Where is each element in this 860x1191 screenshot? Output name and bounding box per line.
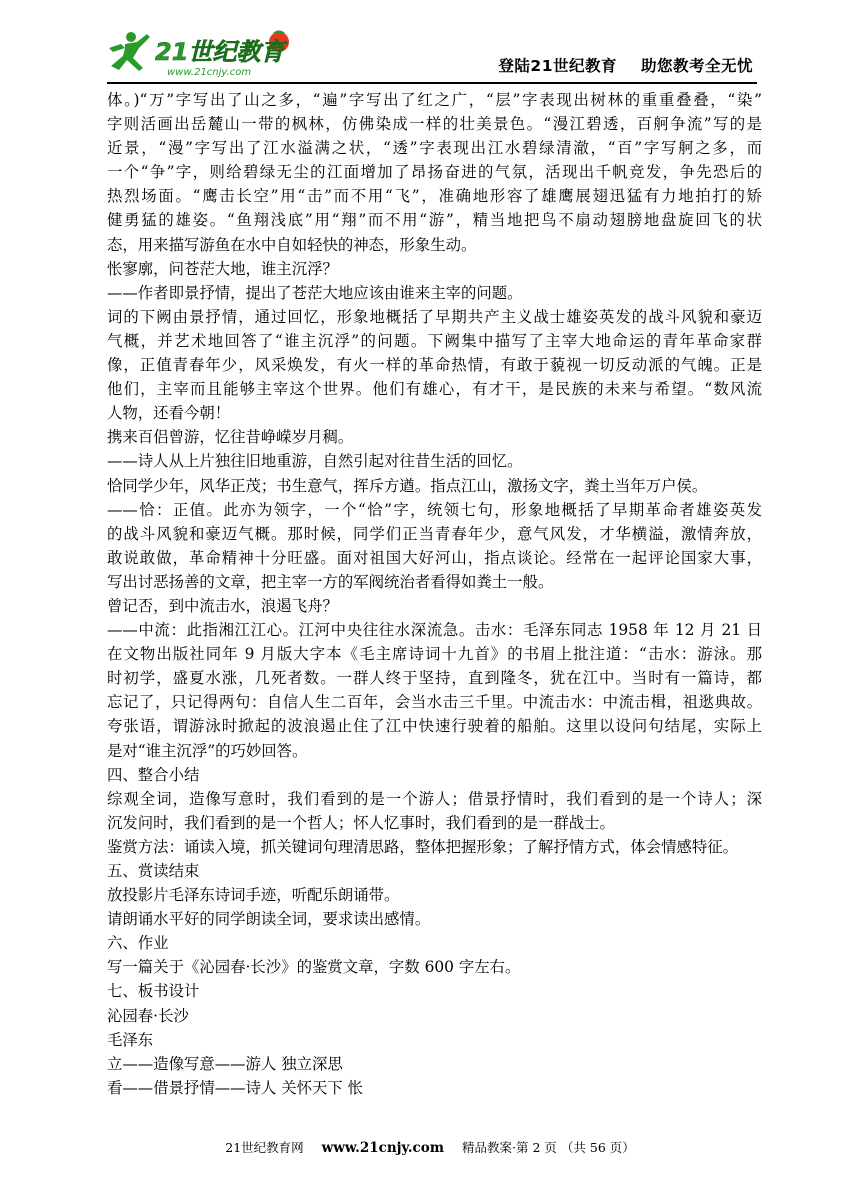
text-line: 五、赏读结束 [107,862,200,880]
logo-text: 21世纪教育 [155,38,285,66]
text-line: 沉发问时，我们看到的是一个哲人；怀人忆事时，我们看到的是一群战士。 [107,813,615,832]
text-line: ——恰：正值。此亦为领字，一个“恰”字，统领七句，形象地概括了早期革命者雄姿英发 [107,500,762,519]
text-line: 体。)“万”字写出了山之多，“遍”字写出了红之广，“层”字表现出树林的重重叠叠，“染” [107,91,762,109]
text-line: 字则活画出岳麓山一带的枫林，仿佛染成一样的壮美景色。“漫江碧透，百舸争流”写的是 [107,115,762,134]
text-line: 六、作业 [107,934,169,953]
text-line: 立——造像写意——游人 独立深思 [107,1054,343,1073]
text-line: 健勇猛的雄姿。“鱼翔浅底”用“翔”而不用“游”，精当地把鸟不扇动翅膀地盘旋回飞的状 [107,211,762,230]
text-line: 态，用来描写游鱼在水中自如轻快的神态，形象生动。 [107,235,477,254]
text-line: 他们，主宰而且能够主宰这个世界。他们有雄心，有才干，是民族的未来与希望。“数风流 [107,380,762,399]
logo-url: www.21cnjy.com [167,67,252,78]
slogan-left: 登陆21世纪教育 [498,57,617,75]
text-line: 是对“谁主沉浮”的巧妙回答。 [107,741,308,760]
footer-left: 21世纪教育网 [225,1140,304,1155]
text-line: 恰同学少年，风华正茂；书生意气，挥斥方遒。指点江山，激扬文字，粪土当年万户侯。 [107,476,708,495]
text-line: 忘记了，只记得两句：自信人生二百年，会当水击三千里。中流击水：中流击楫，祖逖典故。 [107,693,762,712]
text-line: 看——借景抒情——诗人 关怀天下 怅 [107,1078,364,1097]
running-figure-icon [109,32,150,71]
text-line: 请朗诵水平好的同学朗读全词，要求读出感情。 [107,910,431,929]
logo-21cnjy[interactable] [107,28,327,80]
text-line: 时初学，盛夏水涨，几死者数。一群人终于坚持，直到隆冬，犹在江中。当时有一篇诗，都 [107,669,762,688]
slogan-right: 助您教考全无忧 [640,57,753,75]
text-line: 携来百侣曾游，忆往昔峥嵘岁月稠。 [107,428,354,447]
text-line: ——作者即景抒情，提出了苍茫大地应该由谁来主宰的问题。 [107,283,523,302]
text-line: 毛泽东 [107,1030,154,1049]
footer-site-link[interactable]: www.21cnjy.com [321,1140,445,1156]
text-line: ——诗人从上片独往旧地重游，自然引起对往昔生活的回忆。 [107,452,523,471]
text-line: 的战斗风貌和豪迈气概。那时候，同学们正当青春年少，意气风发，才华横溢，激情奔放， [107,524,762,543]
header-slogan [498,54,753,76]
header-rule [107,82,757,84]
text-line: 沁园春·长沙 [107,1006,189,1025]
text-line: 像，正值青春年少，风采焕发，有火一样的革命热情，有敢于藐视一切反动派的气魄。正是 [107,356,762,375]
text-line: 放投影片毛泽东诗词手迹，听配乐朗诵带。 [107,886,400,905]
text-line: 写一篇关于《沁园春·长沙》的鉴赏文章，字数 600 字左右。 [107,958,521,977]
text-line: 夸张语，谓游泳时掀起的波浪遏止住了江中快速行驶着的船舶。这里以设问句结尾，实际上 [107,717,762,736]
text-line: 一个“争”字，则给碧绿无尘的江面增加了昂扬奋进的气氛，活现出千帆竞发，争先恐后的 [107,163,762,182]
document-body [107,88,762,1100]
text-line: 热烈场面。“鹰击长空”用“击”而不用“飞”，准确地形容了雄鹰展翅迅猛有力地拍打的矫 [107,187,762,206]
text-line: 七、板书设计 [107,982,200,1001]
text-line: 写出讨恶扬善的文章，把主宰一方的军阀统治者看得如粪土一般。 [107,572,554,591]
text-line: 综观全词，造像写意时，我们看到的是一个游人；借景抒情时，我们看到的是一个诗人；深 [107,789,762,808]
page-footer [0,1138,860,1156]
footer-page-info: 精品教案·第 2 页 （共 56 页） [462,1140,635,1155]
text-line: 气概，并艺术地回答了“谁主沉浮”的问题。下阙集中描写了主宰大地命运的青年革命家群 [107,331,762,350]
text-line: 四、整合小结 [107,765,200,784]
text-line: 怅寥廓，问苍茫大地，谁主沉浮？ [107,259,338,278]
text-line: 敢说敢做，革命精神十分旺盛。面对祖国大好河山，指点谈论。经常在一起评论国家大事， [107,548,762,567]
text-line: 近景，“漫”字写出了江水溢满之状，“透”字表现出江水碧绿清澈，“百”字写舸之多，而 [107,139,762,158]
text-line: 在文物出版社同年 9 月版大字本《毛主席诗词十九首》的书眉上批注道：“击水：游泳。那 [107,645,762,664]
text-line: 词的下阙由景抒情，通过回忆，形象地概括了早期共产主义战士雄姿英发的战斗风貌和豪迈 [107,307,762,326]
text-line: 曾记否，到中流击水，浪遏飞舟？ [107,596,338,615]
text-line: 鉴赏方法：诵读入境，抓关键词句理清思路，整体把握形象；了解抒情方式，体会情感特征。 [107,837,739,856]
text-line: 人物，还看今朝！ [107,404,231,423]
text-line: ——中流：此指湘江江心。江河中央往往水深流急。击水：毛泽东同志 1958 年 12 月 21 日 [107,621,762,640]
page-header [107,28,757,82]
